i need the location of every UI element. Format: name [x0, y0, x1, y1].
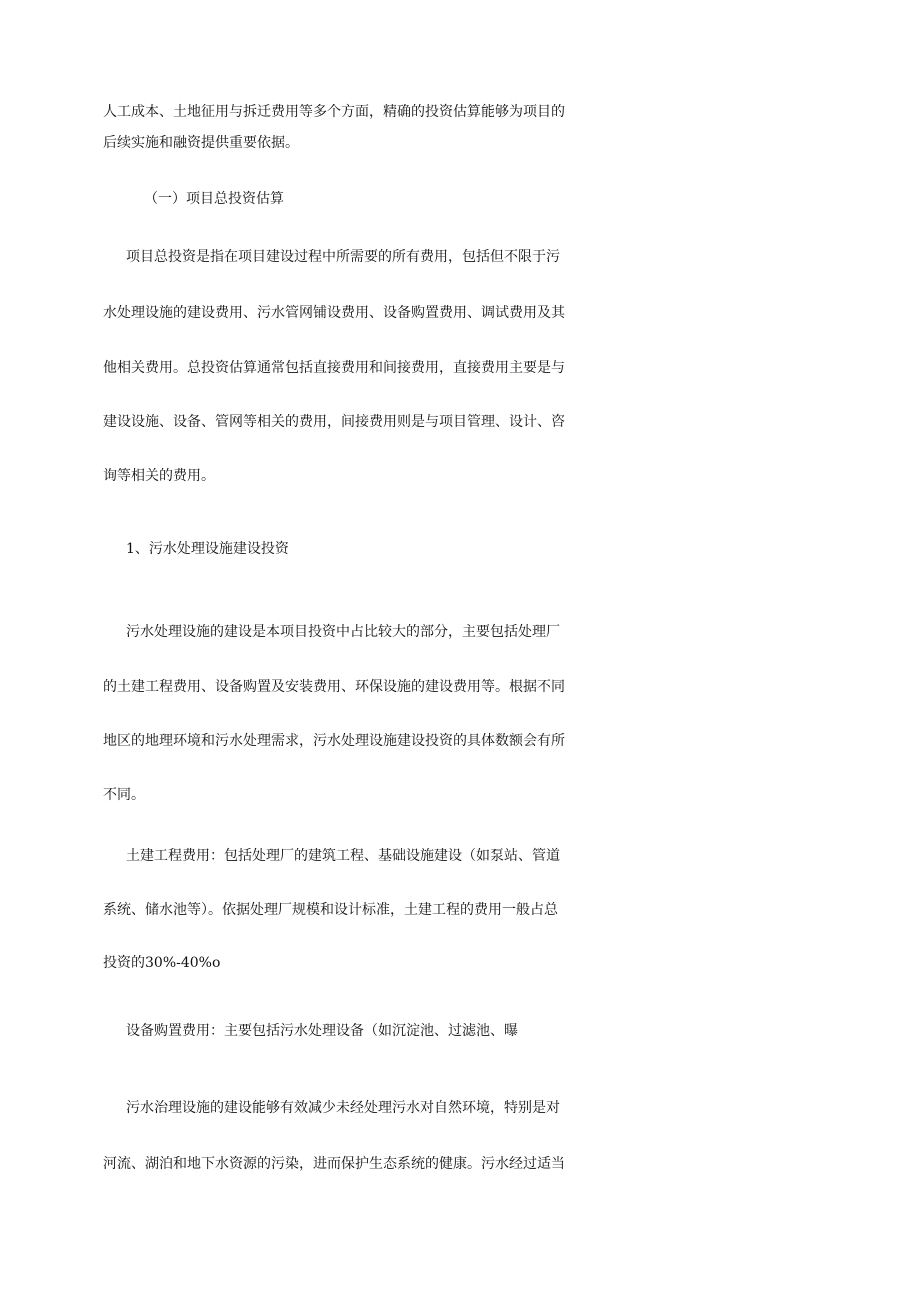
section-heading: （一）项目总投资估算 [144, 191, 284, 207]
text-line: 不同。 [103, 787, 145, 803]
text-line: 水处理设施的建设费用、污水管网铺设费用、设备购置费用、调试费用及其 [103, 305, 565, 321]
text-line: 他相关费用。总投资估算通常包括直接费用和间接费用，直接费用主要是与 [103, 360, 565, 376]
text-line: 的土建工程费用、设备购置及安装费用、环保设施的建设费用等。根据不同 [103, 679, 565, 695]
text-line: 后续实施和融资提供重要依据。 [103, 135, 299, 151]
text-line: 河流、湖泊和地下水资源的污染，进而保护生态系统的健康。污水经过适当 [103, 1156, 565, 1172]
text-line: 询等相关的费用。 [103, 468, 215, 484]
text-line: 建设设施、设备、管网等相关的费用，间接费用则是与项目管理、设计、咨 [103, 414, 565, 430]
text-line: 项目总投资是指在项目建设过程中所需要的所有费用，包括但不限于污 [126, 249, 560, 265]
text-line: 系统、储水池等）。依据处理厂规模和设计标准，土建工程的费用一般占总 [103, 902, 558, 918]
text-line: 设备购置费用：主要包括污水处理设备（如沉淀池、过滤池、曝 [126, 1023, 518, 1039]
text-line: 投资的30%-40%o [103, 955, 221, 971]
text-line: 人工成本、土地征用与拆迁费用等多个方面，精确的投资估算能够为项目的 [103, 104, 565, 120]
text-line: 土建工程费用：包括处理厂的建筑工程、基础设施建设（如泵站、管道 [126, 848, 560, 864]
text-line: 污水治理设施的建设能够有效减少未经处理污水对自然环境，特别是对 [126, 1100, 560, 1116]
text-line: 地区的地理环境和污水处理需求，污水处理设施建设投资的具体数额会有所 [103, 733, 565, 749]
text-line: 污水处理设施的建设是本项目投资中占比较大的部分，主要包括处理厂 [126, 624, 560, 640]
subsection-heading: 1、污水处理设施建设投资 [126, 541, 289, 557]
